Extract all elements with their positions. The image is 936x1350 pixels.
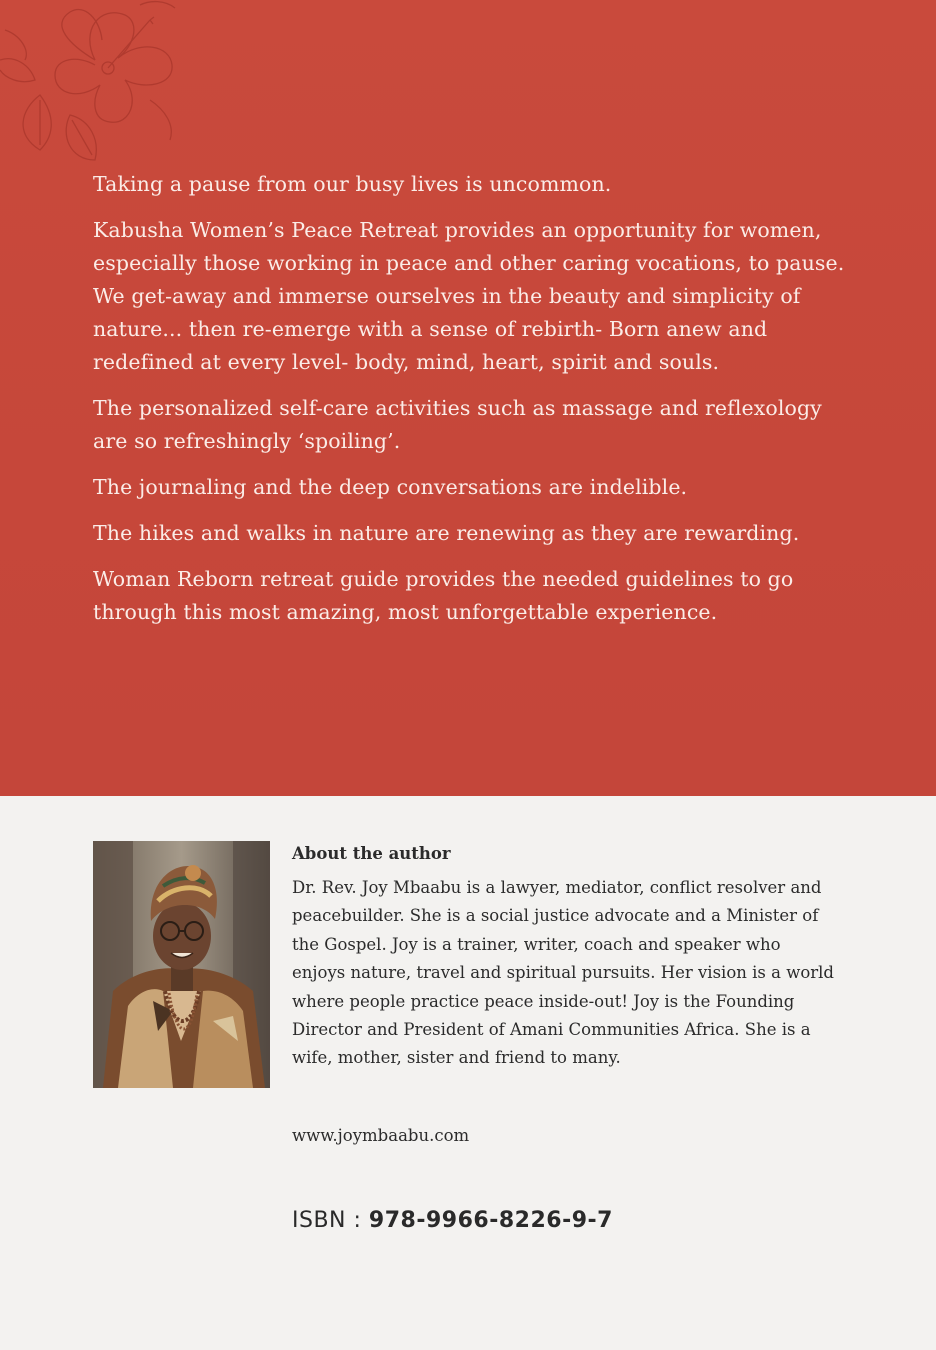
about-author-section	[292, 840, 837, 1073]
author-bio: Dr. Rev. Joy Mbaabu is a lawyer, mediator, conflict resolver and peacebuilder. She is a social justice advocate and a Minister of the Gospel. Joy is a trainer, writer, coach and speaker who enjoys nature, travel and spiritual pursuits. Her vision is a world where people practice peace inside-out! Joy is the Founding Director and President of Amani Communities Africa. She is a wife, mother, sister and friend to many.	[292, 878, 834, 1068]
blurb-paragraph-3: The personalized self-care activities such as massage and reflexology are so refreshingly ‘spoiling’.	[93, 396, 822, 453]
isbn-line	[292, 1204, 613, 1238]
isbn-number: 978-9966-8226-9-7	[368, 1208, 613, 1233]
author-photo	[93, 841, 270, 1088]
author-portrait-image	[93, 841, 270, 1088]
hibiscus-flower-icon	[0, 0, 200, 170]
author-website: www.joymbaabu.com	[292, 1126, 470, 1145]
blurb-paragraph-6: Woman Reborn retreat guide provides the needed guidelines to go through this most amazing, most unforgettable experience.	[93, 567, 794, 624]
blurb-paragraph-4: The journaling and the deep conversations are indelible.	[93, 475, 688, 499]
blurb-paragraph-1: Taking a pause from our busy lives is uncommon.	[93, 172, 612, 196]
blurb-paragraph-5: The hikes and walks in nature are renewing as they are rewarding.	[93, 521, 800, 545]
blurb-paragraph-2: Kabusha Women’s Peace Retreat provides an opportunity for women, especially those working in peace and other caring vocations, to pause. We get-away and immerse ourselves in the beauty and simplicity of nature... then re-emerge with a sense of rebirth- Born anew and redefined at every level- body, mind, heart, spirit and souls.	[93, 218, 845, 374]
about-author-heading: About the author	[292, 844, 451, 863]
isbn-label: ISBN :	[292, 1208, 362, 1233]
back-cover-blurb	[93, 168, 853, 642]
